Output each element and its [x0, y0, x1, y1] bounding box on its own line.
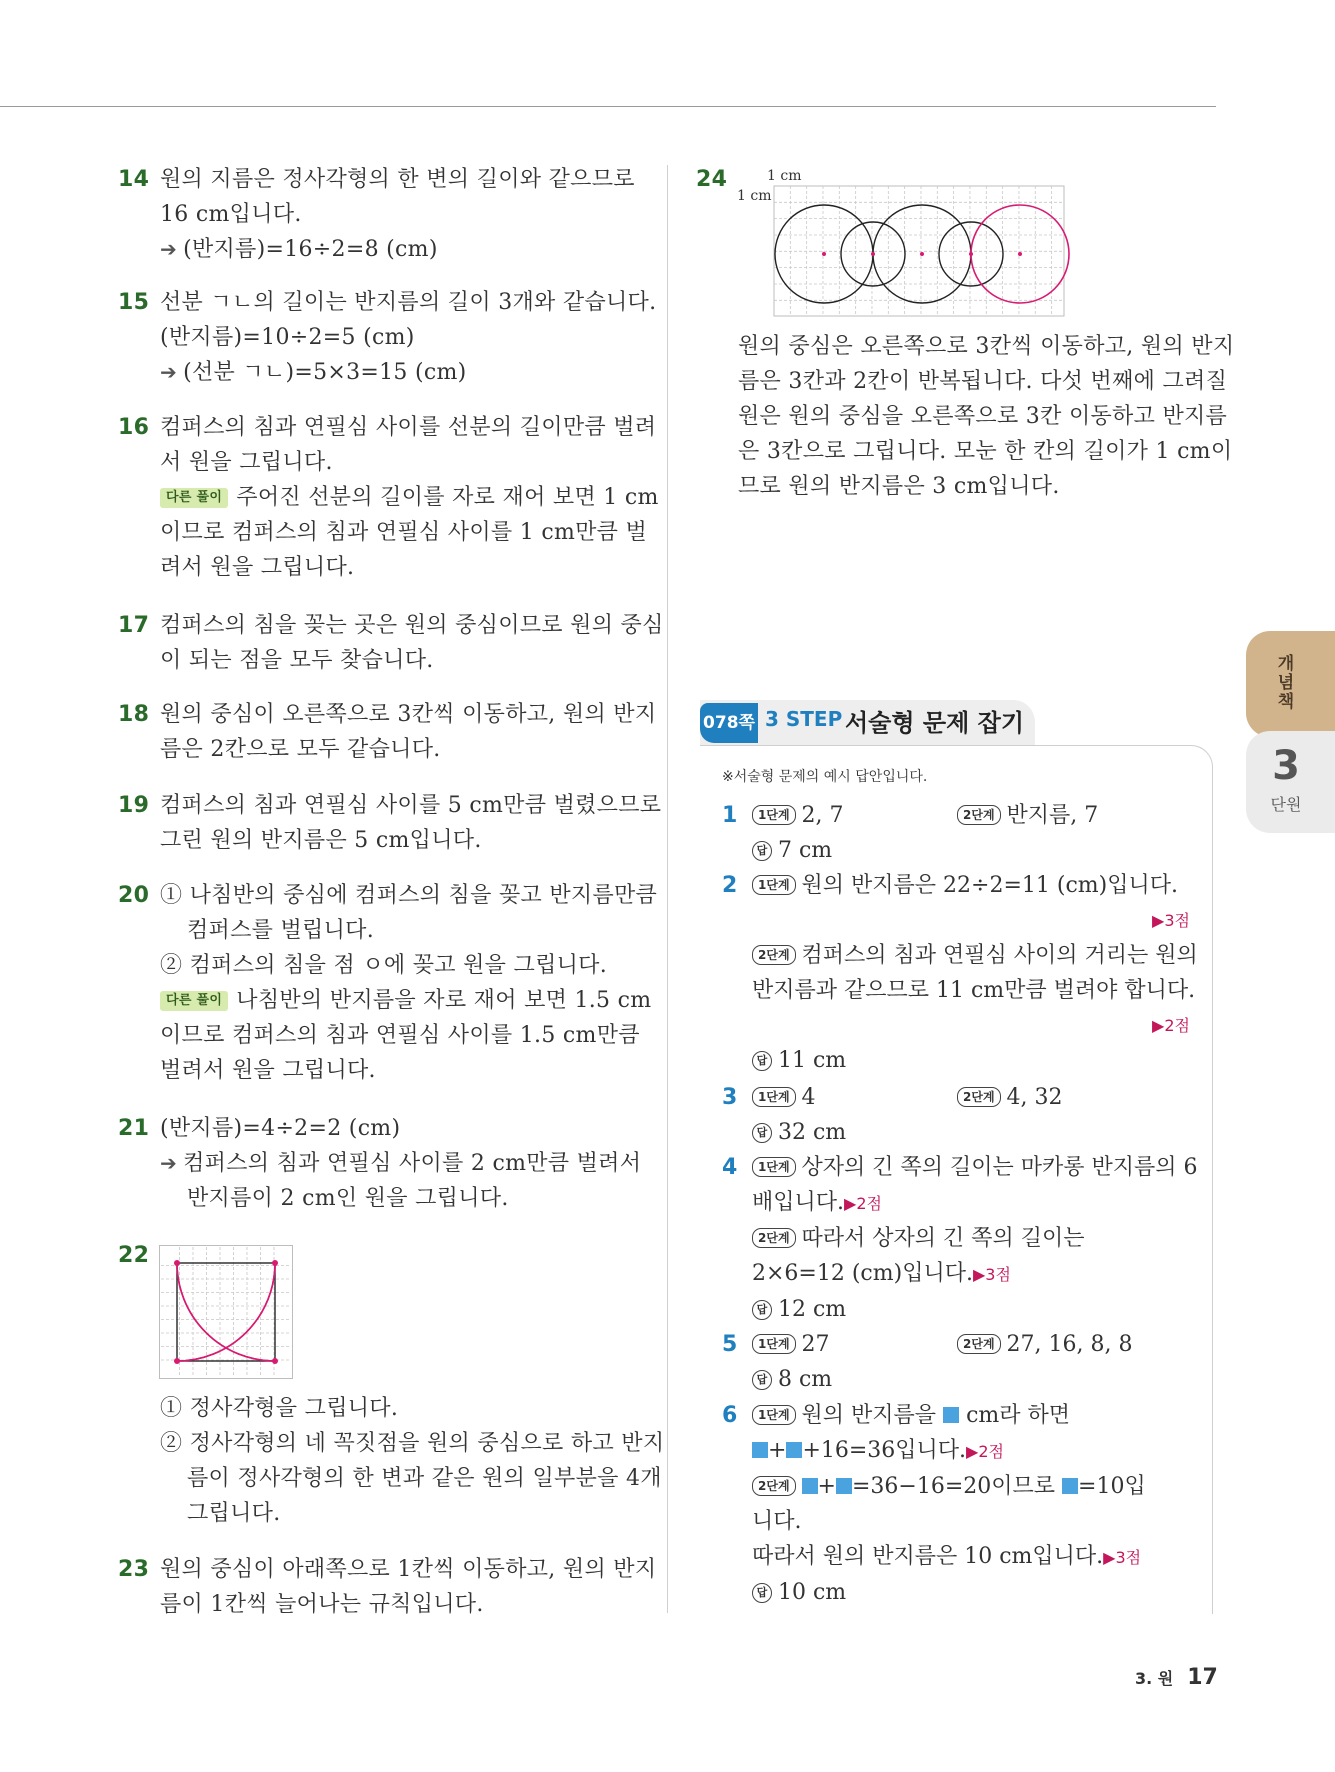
text-line: +16=36입니다. [802, 1438, 967, 1463]
text-line: 8 cm [778, 1367, 833, 1392]
stage-1-badge: 1단계 [752, 1334, 796, 1354]
blank-square-icon [1062, 1478, 1078, 1494]
problem-14 [118, 162, 635, 267]
text-line: 10 cm [778, 1580, 847, 1605]
text-line: 컴퍼스의 침과 연필심 사이를 5 cm만큼 벌렸으므로 [160, 793, 662, 818]
answer-badge: 답 [752, 1583, 772, 1603]
stage-2-badge: 2단계 [752, 945, 796, 965]
points-label: ▶2점 [1152, 1016, 1190, 1035]
problem-number: 22 [118, 1243, 150, 1268]
text-line: ① 정사각형을 그립니다. [160, 1396, 399, 1421]
text-line: 나침반의 반지름을 자로 재어 보면 1.5 cm [236, 988, 652, 1013]
text-line: (반지름)=10÷2=5 (cm) [160, 325, 415, 350]
problem-number: 18 [118, 702, 150, 727]
text-line: 컴퍼스의 침과 연필심 사이의 거리는 원의 [801, 943, 1198, 968]
text-line: 4 [801, 1085, 816, 1110]
stage-1-badge: 1단계 [752, 1405, 796, 1425]
text-line: 32 cm [778, 1120, 847, 1145]
text-line: 16 cm입니다. [160, 202, 302, 227]
problem-21 [118, 1111, 642, 1216]
text-line: 름은 3칸과 2칸이 반복됩니다. 다섯 번째에 그려질 [738, 369, 1228, 394]
text-line: 원의 중심이 오른쪽으로 3칸씩 이동하고, 원의 반지 [160, 702, 657, 727]
tab-label: 개념책 [1277, 654, 1295, 712]
blank-square-icon [836, 1478, 852, 1494]
text-line: 배입니다. [752, 1190, 845, 1215]
arrow-icon: ➔ [160, 1151, 178, 1175]
text-line: 선분 ㄱㄴ의 길이는 반지름의 길이 3개와 같습니다. [160, 290, 657, 315]
step-label: 3 STEP [765, 707, 843, 731]
text-line: 원의 반지름을 [801, 1403, 937, 1428]
problem-24-text [738, 329, 1234, 504]
problem-number: 19 [118, 793, 150, 818]
answer-number: 3 [722, 1085, 738, 1110]
answer-number: 5 [722, 1332, 738, 1357]
text-line: 컴퍼스의 침과 연필심 사이를 2 cm만큼 벌려서 [183, 1151, 642, 1176]
text-line: 주어진 선분의 길이를 자로 재어 보면 1 cm [236, 485, 659, 510]
problem-number: 24 [696, 167, 728, 192]
problem-number: 17 [118, 613, 150, 638]
problem-number: 21 [118, 1116, 150, 1141]
answer-5 [722, 1327, 1192, 1397]
text-line: 은 3칸으로 그립니다. 모눈 한 칸의 길이가 1 cm이 [738, 439, 1233, 464]
text-line: =10입 [1078, 1474, 1146, 1499]
grid-label-x: 1 cm [767, 168, 802, 184]
text-line: cm라 하면 [966, 1403, 1070, 1428]
problem-18 [118, 697, 657, 767]
blank-square-icon [752, 1442, 768, 1458]
stage-1-badge: 1단계 [752, 1087, 796, 1107]
column-divider [667, 165, 668, 1613]
page-footer [1135, 1665, 1218, 1690]
text-line: 원의 반지름은 22÷2=11 (cm)입니다. [801, 873, 1178, 898]
text-line: 컴퍼스의 침과 연필심 사이를 선분의 길이만큼 벌려 [160, 415, 657, 440]
text-line: 서 원을 그립니다. [160, 450, 333, 475]
text-line: 11 cm [778, 1048, 847, 1073]
text-line: + [817, 1474, 836, 1499]
points-label: ▶3점 [1103, 1548, 1142, 1567]
blank-square-icon [786, 1442, 802, 1458]
text-line: 2, 7 [801, 803, 844, 828]
text-line: 름이 정사각형의 한 변과 같은 원의 일부분을 4개 [187, 1466, 662, 1491]
problem-15 [118, 285, 657, 390]
text-line: 므로 원의 반지름은 3 cm입니다. [738, 474, 1060, 499]
answer-badge: 답 [752, 1300, 772, 1320]
unit-number: 3 [1272, 743, 1300, 789]
page-ref-badge: 078쪽 [700, 703, 758, 743]
points-label: ▶2점 [844, 1194, 882, 1213]
text-line: 12 cm [778, 1297, 847, 1322]
answer-3 [722, 1080, 1192, 1150]
problem-23 [118, 1552, 657, 1622]
alt-solution-badge: 다른 풀이 [160, 991, 228, 1011]
answer-badge: 답 [752, 1123, 772, 1143]
text-line: 컴퍼스를 벌립니다. [187, 918, 375, 943]
problem-16 [118, 410, 659, 585]
top-rule [0, 106, 1216, 107]
text-line: 반지름, 7 [1006, 803, 1099, 828]
text-line: 원의 중심이 아래쪽으로 1칸씩 이동하고, 원의 반지 [160, 1557, 657, 1582]
answer-badge: 답 [752, 841, 772, 861]
stage-2-badge: 2단계 [752, 1228, 796, 1248]
text-line: + [768, 1438, 787, 1463]
answer-badge: 답 [752, 1370, 772, 1390]
text-line: 원은 원의 중심을 오른쪽으로 3칸 이동하고 반지름 [738, 404, 1228, 429]
text-line: 7 cm [778, 838, 833, 863]
text-line: (반지름)=16÷2=8 (cm) [183, 237, 438, 262]
text-line: 2×6=12 (cm)입니다. [752, 1261, 973, 1286]
points-label: ▶2점 [966, 1442, 1004, 1461]
text-line: (선분 ㄱㄴ)=5×3=15 (cm) [183, 360, 467, 385]
text-line: 원의 중심은 오른쪽으로 3칸씩 이동하고, 원의 반지 [738, 334, 1235, 359]
points-label: ▶3점 [972, 1265, 1011, 1284]
text-line: 컴퍼스의 침을 꽂는 곳은 원의 중심이므로 원의 중심 [160, 613, 664, 638]
text-line: =36−16=20이므로 [851, 1474, 1056, 1499]
text-line: 4, 32 [1006, 1085, 1063, 1110]
text-line: 름이 1칸씩 늘어나는 규칙입니다. [160, 1592, 484, 1617]
answer-4 [722, 1150, 1198, 1327]
problem-20 [118, 878, 658, 1088]
blank-square-icon [802, 1478, 818, 1494]
text-line: 니다. [752, 1509, 802, 1534]
answer-number: 6 [722, 1403, 738, 1428]
stage-2-badge: 2단계 [957, 1334, 1001, 1354]
text-line: 27 [801, 1332, 830, 1357]
text-line: 이 되는 점을 모두 찾습니다. [160, 648, 434, 673]
problem-number: 16 [118, 415, 150, 440]
text-line: 따라서 상자의 긴 쪽의 길이는 [801, 1226, 1085, 1251]
arrow-icon: ➔ [160, 237, 178, 261]
section-title: 서술형 문제 잡기 [845, 709, 1024, 737]
unit-label: 단원 [1270, 795, 1302, 814]
text-line: 벌려서 원을 그립니다. [160, 1058, 376, 1083]
answer-number: 4 [722, 1155, 738, 1180]
blank-square-icon [943, 1407, 959, 1423]
text-line: 려서 원을 그립니다. [160, 555, 355, 580]
problem-17 [118, 608, 664, 678]
text-line: ② 컴퍼스의 침을 점 ㅇ에 꽂고 원을 그립니다. [160, 953, 608, 978]
problem-number: 23 [118, 1557, 150, 1582]
answer-1 [722, 798, 1192, 868]
stage-2-badge: 2단계 [957, 805, 1001, 825]
stage-2-badge: 2단계 [957, 1087, 1001, 1107]
circles-grid-figure [735, 166, 1075, 322]
square-arcs-figure [159, 1245, 293, 1379]
stage-1-badge: 1단계 [752, 805, 796, 825]
text-line: 그린 원의 반지름은 5 cm입니다. [160, 828, 482, 853]
problem-number: 20 [118, 883, 150, 908]
problem-number: 15 [118, 290, 150, 315]
arrow-icon: ➔ [160, 360, 178, 384]
text-line: 그립니다. [187, 1501, 281, 1526]
stage-1-badge: 1단계 [752, 1157, 796, 1177]
text-line: 원의 지름은 정사각형의 한 변의 길이와 같으므로 [160, 167, 635, 192]
points-label: ▶3점 [1152, 911, 1190, 930]
text-line: 이므로 컴퍼스의 침과 연필심 사이를 1 cm만큼 벌 [160, 520, 648, 545]
text-line: (반지름)=4÷2=2 (cm) [160, 1116, 401, 1141]
problem-19 [118, 788, 662, 858]
text-line: 따라서 원의 반지름은 10 cm입니다. [752, 1544, 1104, 1569]
text-line: 상자의 긴 쪽의 길이는 마카롱 반지름의 6 [801, 1155, 1198, 1180]
stage-1-badge: 1단계 [752, 875, 796, 895]
tab-unit-3[interactable] [1246, 731, 1335, 833]
text-line: ① 나침반의 중심에 컴퍼스의 침을 꽂고 반지름만큼 [160, 883, 658, 908]
answer-number: 2 [722, 873, 738, 898]
problem-22-text [160, 1391, 664, 1531]
text-line: 이므로 컴퍼스의 침과 연필심 사이를 1.5 cm만큼 [160, 1023, 640, 1048]
answer-badge: 답 [752, 1051, 772, 1071]
text-line: ② 정사각형의 네 꼭짓점을 원의 중심으로 하고 반지 [160, 1431, 665, 1456]
answer-2 [722, 868, 1198, 1078]
text-line: 름은 2칸으로 모두 같습니다. [160, 737, 441, 762]
answer-number: 1 [722, 803, 738, 828]
example-note: ※서술형 문제의 예시 답안입니다. [722, 769, 928, 785]
text-line: 반지름이 2 cm인 원을 그립니다. [187, 1186, 509, 1211]
alt-solution-badge: 다른 풀이 [160, 488, 228, 508]
answer-6 [722, 1398, 1192, 1610]
page-number: 17 [1187, 1665, 1218, 1690]
text-line: 27, 16, 8, 8 [1006, 1332, 1133, 1357]
tab-concept-book[interactable] [1246, 631, 1335, 737]
text-line: 반지름과 같으므로 11 cm만큼 벌려야 합니다. [752, 978, 1196, 1003]
problem-number: 14 [118, 167, 150, 192]
grid-label-y: 1 cm [737, 188, 772, 204]
stage-2-badge: 2단계 [752, 1476, 796, 1496]
chapter-label: 3. 원 [1135, 1669, 1174, 1688]
